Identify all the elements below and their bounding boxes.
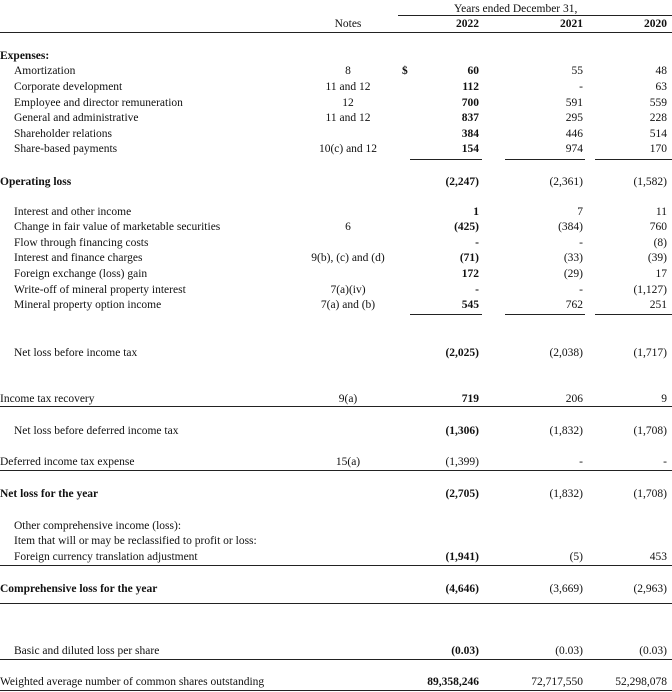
other-item-2021: (29) [563,268,583,280]
other-item-row [0,283,672,297]
expense-item-notes: 11 and 12 [325,112,371,124]
header-divider-bottom [0,32,672,33]
header-divider-top [398,15,672,16]
expense-item-row [0,96,672,110]
other-items-bottom-line [410,314,482,315]
other-item-row [0,251,672,265]
expenses-heading: Expenses: [0,50,50,62]
other-item-2022: 172 [461,268,479,280]
net-loss-before-tax-row [0,346,672,360]
other-item-2022: (71) [459,252,479,264]
net-loss-before-deferred-2022: (1,306) [445,425,479,437]
other-item-2021: - [579,284,583,296]
oci-subheading: Item that will or may be reclassified to profit or loss: [14,535,257,547]
net-loss-year-2020: (1,708) [633,488,667,500]
other-item-2021: 7 [577,206,583,218]
fx-translation-2021: (5) [569,551,583,563]
operating-loss-2021: (2,361) [549,176,583,188]
eps-2020: (0.03) [639,645,667,657]
oci-heading-row [0,519,672,533]
comprehensive-loss-2022: (4,646) [445,583,479,595]
fx-translation-2022: (1,941) [445,551,479,563]
expense-item-2020: 48 [655,65,667,77]
comprehensive-loss-2020: (2,963) [633,583,667,595]
year-2020-header: 2020 [644,18,667,30]
eps-divider [0,659,672,660]
other-item-2020: 11 [655,206,667,218]
net-loss-before-deferred-label: Net loss before deferred income tax [14,425,179,437]
expense-item-notes: 11 and 12 [325,81,371,93]
net-loss-before-tax-2022: (2,025) [445,347,479,359]
expense-item-2022: 154 [461,143,479,155]
year-2021-header: 2021 [560,18,583,30]
expense-item-label: Amortization [14,65,76,77]
expense-item-row [0,64,672,78]
net-loss-year-label: Net loss for the year [0,488,99,500]
comprehensive-loss-divider [0,603,672,604]
net-loss-before-tax-label: Net loss before income tax [14,347,138,359]
other-item-2020: 760 [649,221,667,233]
eps-2021: (0.03) [555,645,583,657]
income-tax-recovery-2020: 9 [661,393,667,405]
expense-item-2022: 60 [467,65,479,77]
expense-item-2020: 63 [655,81,667,93]
expense-item-2020: 228 [649,112,667,124]
other-item-label: Write-off of mineral property interest [14,284,186,296]
notes-header: Notes [334,18,362,30]
expense-item-2021: 446 [565,128,583,140]
expense-item-2020: 170 [649,143,667,155]
oci-subheading-row [0,534,672,548]
expense-item-notes: 10(c) and 12 [318,143,378,155]
expense-item-2021: 295 [565,112,583,124]
other-item-notes: 6 [345,221,351,233]
expenses-heading-row [0,49,672,63]
net-loss-before-deferred-row [0,424,672,438]
expense-item-row [0,142,672,156]
income-tax-recovery-notes: 9(a) [338,393,358,405]
expense-item-notes: 8 [345,65,351,77]
other-items-bottom-line-2021 [505,314,585,315]
operating-loss-label: Operating loss [0,176,72,188]
expense-item-label: General and administrative [14,112,139,124]
income-tax-recovery-2021: 206 [565,393,583,405]
weighted-shares-2022: 89,358,246 [427,676,479,688]
other-item-2022: 545 [461,299,479,311]
expense-item-2021: - [579,81,583,93]
deferred-tax-2020: - [663,456,667,468]
other-item-2020: (39) [647,252,667,264]
eps-row [0,644,672,658]
expense-item-2020: 514 [649,128,667,140]
comprehensive-loss-row [0,582,672,596]
weighted-shares-divider [0,690,672,691]
operating-loss-row [0,175,672,189]
weighted-shares-2020: 52,298,078 [615,676,667,688]
other-item-2021: 762 [565,299,583,311]
other-items-bottom-line-2020 [595,314,672,315]
net-loss-before-tax-2020: (1,717) [633,347,667,359]
expense-item-2021: 591 [565,97,583,109]
expense-item-row [0,80,672,94]
other-item-2022: 1 [473,206,479,218]
header-years-row [0,2,672,16]
other-item-2022: - [475,237,479,249]
other-item-notes: 9(b), (c) and (d) [311,252,385,264]
income-tax-divider [0,406,672,407]
fx-translation-divider [0,565,672,566]
expense-item-label: Shareholder relations [14,128,113,140]
income-tax-recovery-row [0,392,672,406]
expense-item-label: Employee and director remuneration [14,97,183,109]
income-tax-recovery-label: Income tax recovery [0,393,95,405]
expense-item-2022: 112 [462,81,479,93]
year-2022-header: 2022 [456,18,479,30]
other-item-2022: (425) [454,221,479,233]
other-item-2020: 17 [655,268,667,280]
expense-item-row [0,111,672,125]
other-item-row [0,236,672,250]
other-item-2020: (8) [653,237,667,249]
deferred-tax-2022: (1,399) [445,456,479,468]
operating-loss-top-line [410,159,482,160]
weighted-shares-label: Weighted average number of common shares outstanding [0,676,265,688]
expense-item-2021: 55 [571,65,583,77]
operating-loss-top-line-2020 [595,159,672,160]
comprehensive-loss-label: Comprehensive loss for the year [0,583,158,595]
eps-2022: (0.03) [451,645,479,657]
other-item-label: Foreign exchange (loss) gain [14,268,148,280]
deferred-tax-divider [0,470,672,471]
deferred-tax-notes: 15(a) [335,456,361,468]
net-loss-year-2022: (2,705) [445,488,479,500]
weighted-shares-2021: 72,717,550 [531,676,583,688]
other-item-label: Flow through financing costs [14,237,149,249]
deferred-tax-row [0,455,672,469]
other-item-2020: 251 [649,299,667,311]
other-item-notes: 7(a)(iv) [330,284,366,296]
net-loss-before-deferred-2020: (1,708) [633,425,667,437]
deferred-tax-label: Deferred income tax expense [0,456,135,468]
other-item-notes: 7(a) and (b) [320,299,376,311]
operating-loss-2022: (2,247) [445,176,479,188]
expense-item-2022: 384 [461,128,479,140]
other-item-label: Mineral property option income [14,299,162,311]
other-item-label: Interest and other income [14,206,132,218]
header-columns-row [0,17,672,31]
other-item-row [0,267,672,281]
other-item-row [0,298,672,312]
comprehensive-loss-2021: (3,669) [549,583,583,595]
deferred-tax-2021: - [579,456,583,468]
other-item-2020: (1,127) [633,284,667,296]
net-loss-year-2021: (1,832) [549,488,583,500]
other-item-2022: - [475,284,479,296]
operating-loss-2020: (1,582) [633,176,667,188]
oci-heading: Other comprehensive income (loss): [14,520,182,532]
weighted-shares-row [0,675,672,689]
other-item-label: Change in fair value of marketable securities [14,221,221,233]
years-ended-label: Years ended December 31, [454,3,578,15]
other-item-2021: (33) [563,252,583,264]
operating-loss-top-line-2021 [505,159,585,160]
expense-item-label: Corporate development [14,81,123,93]
expense-item-2022: 700 [461,97,479,109]
net-loss-year-row [0,487,672,501]
fx-translation-2020: 453 [649,551,667,563]
income-tax-recovery-2022: 719 [461,393,479,405]
other-item-row [0,205,672,219]
currency-symbol: $ [402,65,408,77]
other-item-label: Interest and finance charges [14,252,143,264]
other-item-2021: - [579,237,583,249]
other-item-2021: (384) [558,221,583,233]
expense-item-label: Share-based payments [14,143,118,155]
fx-translation-row [0,550,672,564]
expense-item-2022: 837 [461,112,479,124]
expense-item-notes: 12 [342,97,354,109]
net-loss-before-tax-2021: (2,038) [549,347,583,359]
expense-item-row [0,127,672,141]
expense-item-2021: 974 [565,143,583,155]
eps-label: Basic and diluted loss per share [14,645,160,657]
net-loss-before-deferred-2021: (1,832) [549,425,583,437]
other-item-row [0,220,672,234]
expense-item-2020: 559 [649,97,667,109]
fx-translation-label: Foreign currency translation adjustment [14,551,198,563]
